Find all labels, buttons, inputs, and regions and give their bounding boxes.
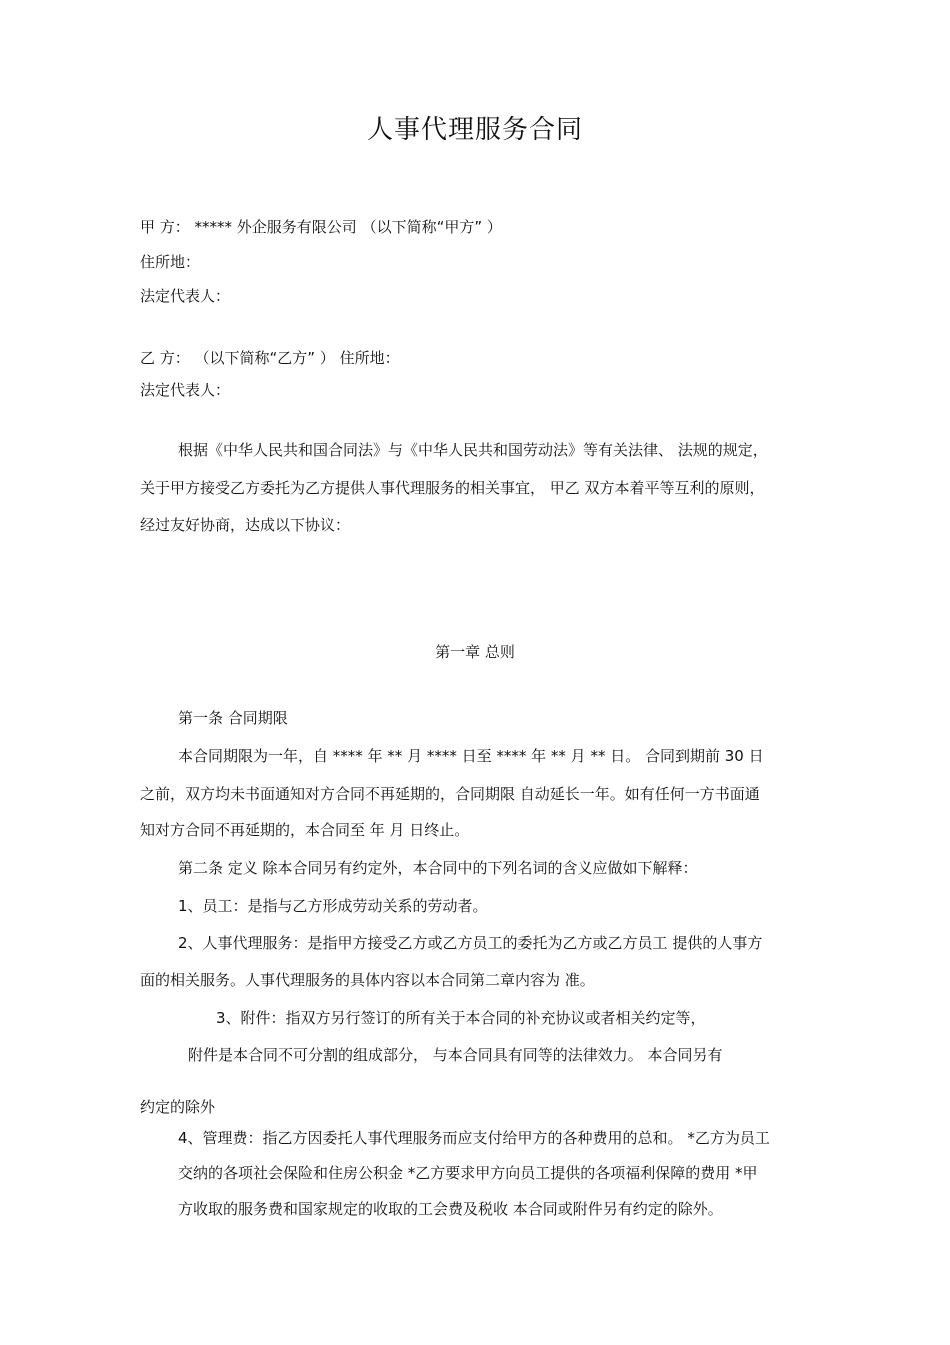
chapter-title: 第一章 总则 [435,643,515,661]
party-a-address: 住所地： [140,253,201,271]
definition-item-3-line-3: 约定的除外 [140,1098,216,1116]
article-1-heading: 第一条 合同期限 [178,709,288,727]
preamble-line-1: 根据《中华人民共和国合同法》与《中华人民共和国劳动法》等有关法律、 法规的规定， [178,441,768,459]
preamble-line-2: 关于甲方接受乙方委托为乙方提供人事代理服务的相关事宜， 甲乙 双方本着平等互利的原则， [140,479,765,497]
article-2-heading: 第二条 定义 除本合同另有约定外，本合同中的下列名词的含义应做如下解释： [178,859,698,877]
article-1-line-2: 之前，双方均未书面通知对方合同不再延期的，合同期限 自动延长一年。如有任何一方书面通 [140,785,760,803]
article-1-line-3: 知对方合同不再延期的，本合同至 年 月 日终止。 [140,821,470,839]
definition-item-3-line-1: 3、附件：指双方另行签订的所有关于本合同的补充协议或者相关约定等， [216,1009,706,1027]
definition-item-2-line-1: 2、人事代理服务：是指甲方接受乙方或乙方员工的委托为乙方或乙方员工 提供的人事方 [178,934,763,952]
definition-item-4-line-3: 方收取的服务费和国家规定的收取的工会费及税收 本合同或附件另有约定的除外。 [178,1200,723,1218]
definition-item-4-line-2: 交纳的各项社会保险和住房公积金 *乙方要求甲方向员工提供的各项福利保障的费用 *甲 [178,1164,758,1182]
party-a-line: 甲 方： ***** 外企服务有限公司 （以下简称“甲方” ） [140,218,502,236]
definition-item-1: 1、员工：是指与乙方形成劳动关系的劳动者。 [178,897,488,915]
article-1-line-1: 本合同期限为一年，自 **** 年 ** 月 **** 日至 **** 年 ** 月 ** 日。 合同到期前 30 日 [178,747,764,765]
definition-item-3-line-2: 附件是本合同不可分割的组成部分， 与本合同具有同等的法律效力。 本合同另有 [188,1046,723,1064]
preamble-line-3: 经过友好协商，达成以下协议： [140,516,351,534]
party-a-representative: 法定代表人： [140,287,231,305]
document-title: 人事代理服务合同 [366,115,583,145]
definition-item-4-line-1: 4、管理费：指乙方因委托人事代理服务而应支付给甲方的各种费用的总和。 *乙方为员工 [178,1129,770,1147]
definition-item-2-line-2: 面的相关服务。人事代理服务的具体内容以本合同第二章内容为 准。 [140,971,595,989]
party-b-representative: 法定代表人： [140,381,231,399]
party-b-line: 乙 方： （以下简称“乙方” ） 住所地： [140,349,400,367]
